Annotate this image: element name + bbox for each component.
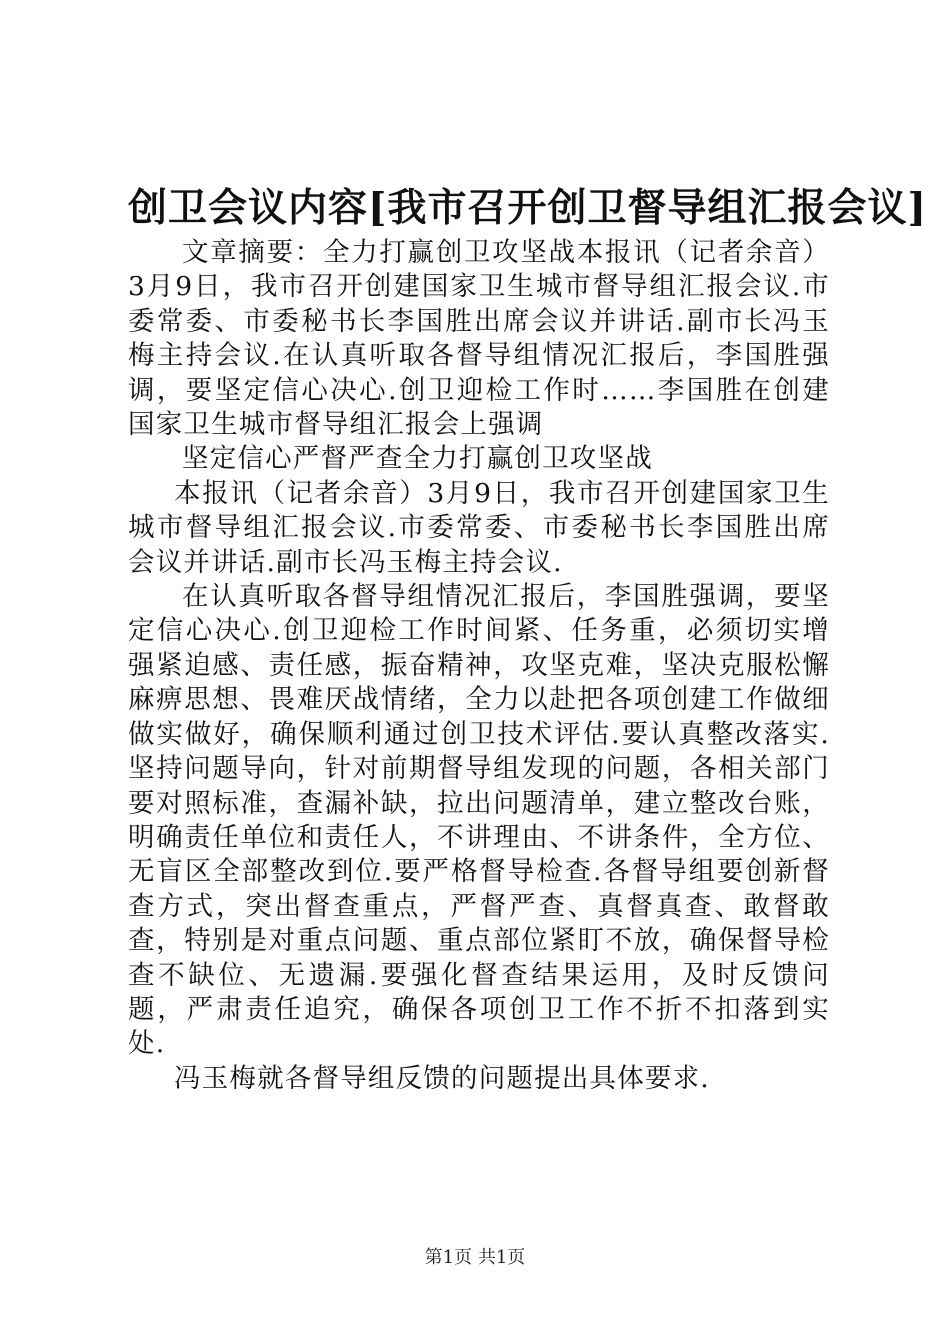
document-title: 创卫会议内容[我市召开创卫督导组汇报会议]: [128, 185, 927, 231]
document-body: [128, 236, 830, 1096]
page-footer: 第1页 共1页: [424, 1247, 526, 1268]
headline-paragraph: 坚定信心严督严查全力打赢创卫攻坚战: [182, 443, 653, 475]
news-lead-paragraph: 本报讯（记者余音）3月9日，我市召开创建国家卫生城市督导组汇报会议.市委常委、市委秘书长李国胜出席会议并讲话.副市长冯玉梅主持会议.: [128, 477, 830, 578]
summary-paragraph: 文章摘要：全力打赢创卫攻坚战本报讯（记者余音）3月9日，我市召开创建国家卫生城市督导组汇报会议.市委常委、市委秘书长李国胜出席会议并讲话.副市长冯玉梅主持会议.在认真听取各督导组情况汇报后，李国胜强调，要坚定信心决心.创卫迎检工作时……李国胜在创建国家卫生城市督导组汇报会上强调: [128, 237, 830, 441]
closing-paragraph: 冯玉梅就各督导组反馈的问题提出具体要求.: [174, 1062, 710, 1094]
main-content-paragraph: 在认真听取各督导组情况汇报后，李国胜强调，要坚定信心决心.创卫迎检工作时间紧、任务重，必须切实增强紧迫感、责任感，振奋精神，攻坚克难，坚决克服松懈麻痹思想、畏难厌战情绪，全力以赴把各项创建工作做细做实做好，确保顺利通过创卫技术评估.要认真整改落实.坚持问题导向，针对前期督导组发现的问题，各相关部门要对照标准，查漏补缺，拉出问题清单，建立整改台账，明确责任单位和责任人，不讲理由、不讲条件，全方位、无盲区全部整改到位.要严格督导检查.各督导组要创新督查方式，突出督查重点，严督严查、真督真查、敢督敢查，特别是对重点问题、重点部位紧盯不放，确保督导检查不缺位、无遗漏.要强化督查结果运用，及时反馈问题，严肃责任追究，确保各项创卫工作不折不扣落到实处.: [128, 581, 830, 1060]
